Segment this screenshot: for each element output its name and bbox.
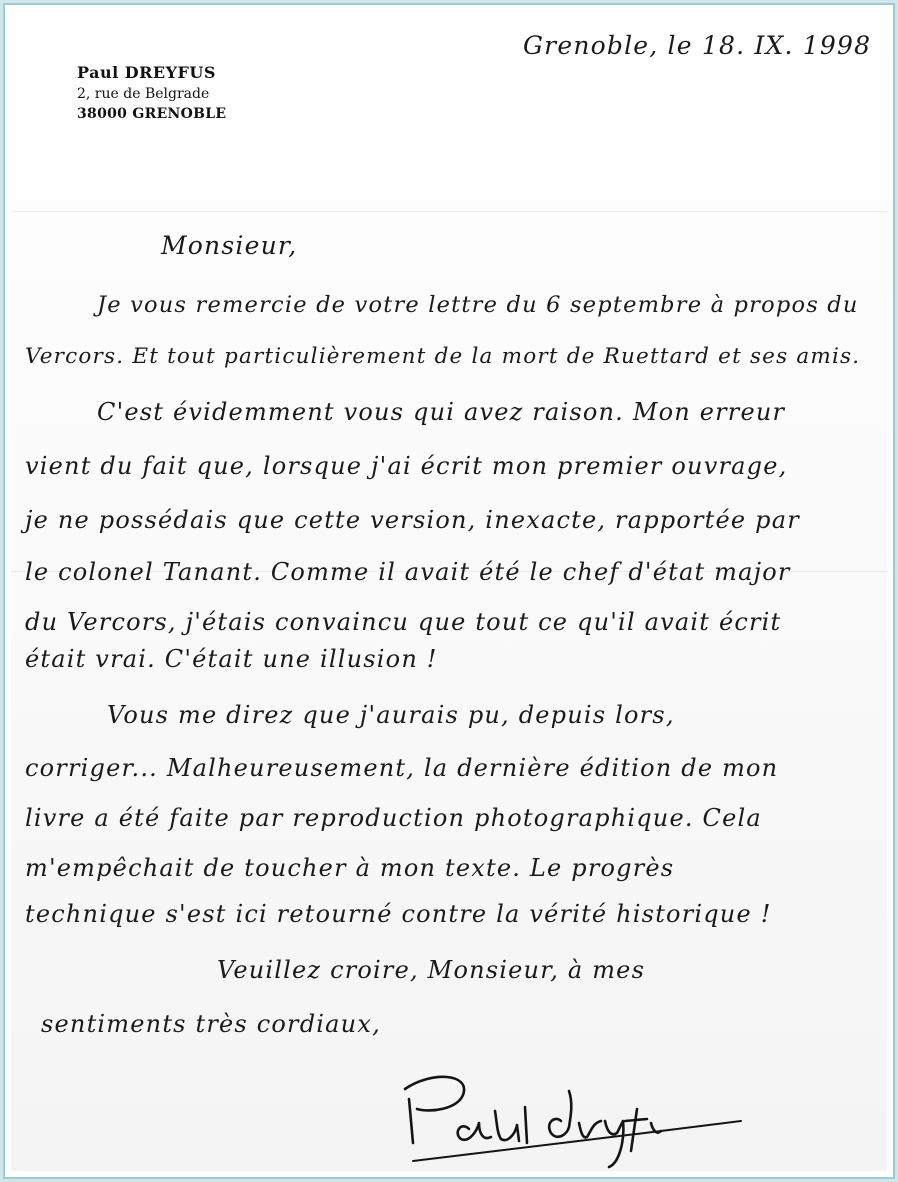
body-line: C'est évidemment vous qui avez raison. Mon erreur (97, 398, 786, 426)
body-line: Je vous remercie de votre lettre du 6 septembre à propos du (97, 292, 859, 318)
body-line: livre a été faite par reproduction photographique. Cela (25, 804, 762, 832)
body-line: le colonel Tanant. Comme il avait été le chef d'état major (25, 558, 791, 586)
closing-line: sentiments très cordiaux, (41, 1010, 381, 1038)
body-line: je ne possédais que cette version, inexacte, rapportée par (25, 506, 800, 534)
body-line: du Vercors, j'étais convaincu que tout ce qu'il avait écrit (25, 608, 782, 636)
body-line: m'empêchait de toucher à mon texte. Le progrès (25, 854, 675, 882)
document-frame (3, 3, 895, 1179)
letterhead (77, 63, 226, 122)
body-line: technique s'est ici retourné contre la vérité historique ! (25, 900, 772, 928)
body-line: était vrai. C'était une illusion ! (25, 645, 438, 673)
date-line: Grenoble, le 18. IX. 1998 (523, 31, 872, 60)
body-line: Vous me direz que j'aurais pu, depuis lors, (107, 701, 675, 729)
body-line: corriger... Malheureusement, la dernière édition de mon (25, 754, 779, 782)
sender-name: Paul DREYFUS (77, 63, 216, 82)
letter-page (11, 11, 887, 1171)
sender-city: 38000 GRENOBLE (77, 106, 227, 122)
body-line: vient du fait que, lorsque j'ai écrit mon premier ouvrage, (25, 452, 788, 480)
sender-street: 2, rue de Belgrade (77, 86, 210, 102)
paper-fold (11, 211, 887, 212)
signature-image (391, 1051, 751, 1171)
body-line: Vercors. Et tout particulièrement de la mort de Ruettard et ses amis. (25, 344, 861, 369)
salutation: Monsieur, (161, 231, 298, 260)
signature-text: Paul Dreyfus (391, 1051, 398, 1052)
closing-line: Veuillez croire, Monsieur, à mes (217, 956, 646, 984)
